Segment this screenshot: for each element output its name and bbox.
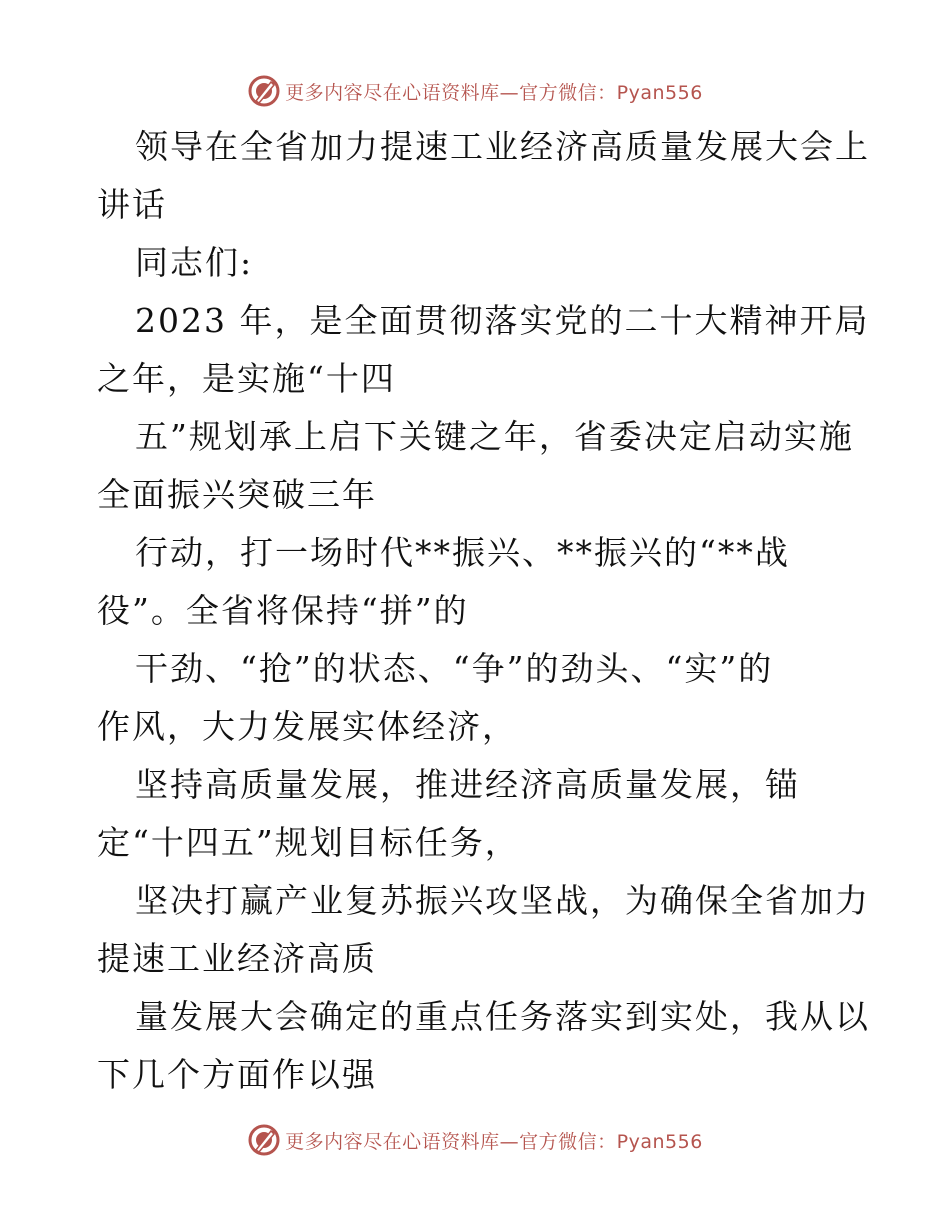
document-body bbox=[97, 118, 870, 1104]
paragraph-line: 全面振兴突破三年 bbox=[97, 475, 377, 514]
paragraph-line: 行动，打一场时代**振兴、**振兴的“**战 bbox=[135, 533, 790, 572]
title-line-2: 讲话 bbox=[97, 185, 167, 224]
paragraph-line: 作风，大力发展实体经济， bbox=[97, 707, 517, 746]
paragraph-line: 量发展大会确定的重点任务落实到实处，我从以 bbox=[135, 997, 870, 1036]
paragraph-line: 干劲、“抢”的状态、“争”的劲头、“实”的 bbox=[135, 649, 774, 688]
header-watermark-text: 更多内容尽在心语资料库—官方微信：Pyan556 bbox=[285, 81, 703, 104]
paragraph-line: 坚决打赢产业复苏振兴攻坚战，为确保全省加力 bbox=[135, 881, 870, 920]
footer-watermark-banner bbox=[0, 1120, 950, 1160]
footer-watermark-text: 更多内容尽在心语资料库—官方微信：Pyan556 bbox=[285, 1130, 703, 1153]
paragraph-line: 役”。全省将保持“拼”的 bbox=[97, 591, 469, 630]
title-line-1: 领导在全省加力提速工业经济高质量发展大会上 bbox=[135, 127, 870, 166]
pen-seal-logo-icon bbox=[247, 74, 281, 108]
paragraph-line: 2023 年，是全面贯彻落实党的二十大精神开局 bbox=[135, 301, 870, 340]
pen-seal-logo-icon bbox=[247, 1123, 281, 1157]
paragraph-line: 五”规划承上启下关键之年，省委决定启动实施 bbox=[135, 417, 854, 456]
paragraph-line: 之年，是实施“十四 bbox=[97, 359, 396, 398]
header-watermark-banner bbox=[0, 71, 950, 111]
salutation-line: 同志们: bbox=[135, 243, 254, 282]
paragraph-line: 下几个方面作以强 bbox=[97, 1055, 377, 1094]
paragraph-line: 坚持高质量发展，推进经济高质量发展，锚 bbox=[135, 765, 800, 804]
paragraph-line: 定“十四五”规划目标任务， bbox=[97, 823, 520, 862]
paragraph-line: 提速工业经济高质 bbox=[97, 939, 377, 978]
